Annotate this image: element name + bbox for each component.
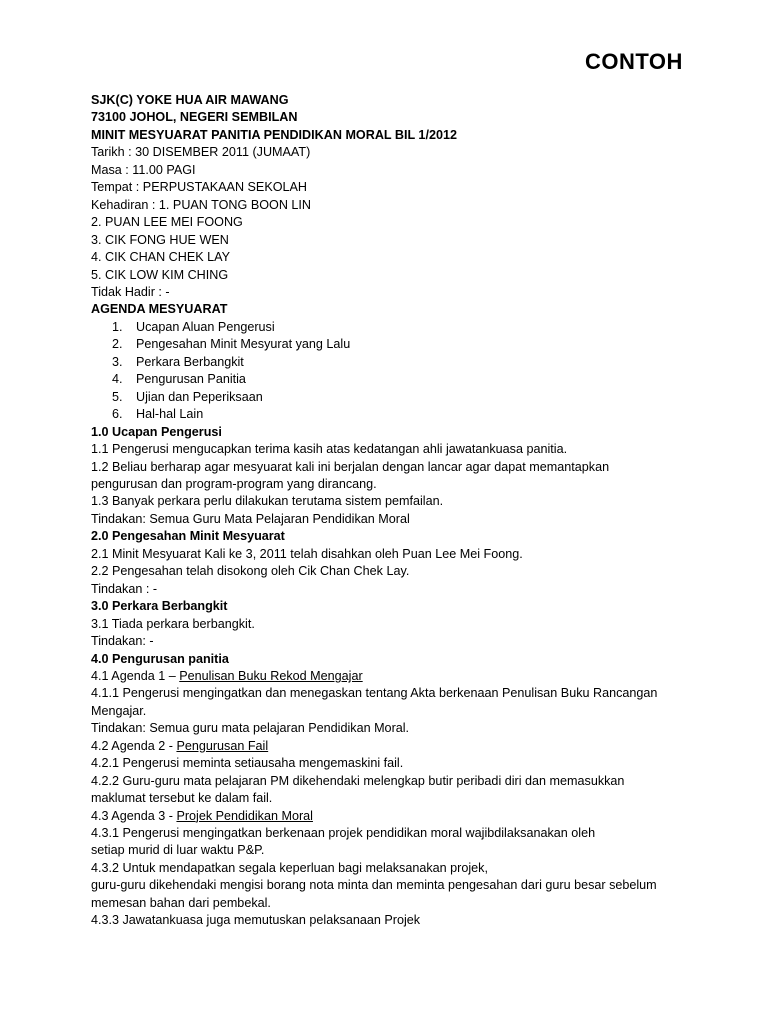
- paragraph-4-3-1-cont: setiap murid di luar waktu P&P.: [91, 843, 265, 858]
- school-name: SJK(C) YOKE HUA AIR MAWANG: [91, 93, 289, 107]
- section-heading-4: 4.0 Pengurusan panitia: [91, 651, 229, 666]
- paragraph-4-2-1: 4.2.1 Pengerusi meminta setiausaha mengemaskini fail.: [91, 756, 404, 771]
- paragraph-4-2-2-cont: maklumat tersebut ke dalam fail.: [91, 791, 273, 806]
- agenda-item: [91, 406, 691, 423]
- agenda-2-title: Pengurusan Fail: [176, 738, 269, 753]
- agenda-item: [91, 354, 691, 371]
- agenda-1-prefix: 4.1 Agenda 1 –: [91, 668, 180, 683]
- paragraph-4-3-1: 4.3.1 Pengerusi mengingatkan berkenaan projek pendidikan moral wajibdilaksanakan oleh: [91, 826, 596, 841]
- agenda-item-number: 2.: [112, 337, 123, 352]
- agenda-list: [91, 319, 691, 424]
- section-heading-2: 2.0 Pengesahan Minit Mesyuarat: [91, 529, 285, 544]
- paragraph-3-1: 3.1 Tiada perkara berbangkit.: [91, 616, 255, 631]
- action-3: Tindakan: -: [91, 634, 154, 649]
- meeting-venue: Tempat : PERPUSTAKAAN SEKOLAH: [91, 180, 308, 195]
- paragraph-1-3: 1.3 Banyak perkara perlu dilakukan terutama sistem pemfailan.: [91, 494, 444, 509]
- meeting-date: Tarikh : 30 DISEMBER 2011 (JUMAAT): [91, 145, 311, 160]
- agenda-2-prefix: 4.2 Agenda 2 -: [91, 738, 177, 753]
- agenda-item: [91, 319, 691, 336]
- action-1: Tindakan: Semua Guru Mata Pelajaran Pendidikan Moral: [91, 511, 410, 526]
- paragraph-1-1: 1.1 Pengerusi mengucapkan terima kasih atas kedatangan ahli jawatankuasa panitia.: [91, 442, 568, 457]
- agenda-3-prefix: 4.3 Agenda 3 -: [91, 808, 177, 823]
- agenda-item-text: Ujian dan Peperiksaan: [136, 389, 263, 404]
- meeting-time: Masa : 11.00 PAGI: [91, 162, 196, 177]
- minutes-body: [91, 92, 691, 930]
- action-2: Tindakan : -: [91, 581, 158, 596]
- agenda-1-title: Penulisan Buku Rekod Mengajar: [179, 668, 363, 683]
- contoh-label: CONTOH: [585, 49, 683, 74]
- attendee-item: 3. CIK FONG HUE WEN: [91, 232, 229, 247]
- attendee-item: 5. CIK LOW KIM CHING: [91, 267, 229, 282]
- agenda-item: [91, 336, 691, 353]
- agenda-heading: AGENDA MESYUARAT: [91, 302, 228, 317]
- paragraph-4-3-3: 4.3.3 Jawatankuasa juga memutuskan pelaksanaan Projek: [91, 913, 421, 928]
- paragraph-4-3-2: 4.3.2 Untuk mendapatkan segala keperluan bagi melaksanakan projek,: [91, 860, 488, 875]
- agenda-3-heading: [91, 808, 691, 825]
- agenda-2-heading: [91, 738, 691, 755]
- action-4-1: Tindakan: Semua guru mata pelajaran Pendidikan Moral.: [91, 721, 410, 736]
- agenda-item-number: 6.: [112, 407, 123, 422]
- agenda-item-text: Perkara Berbangkit: [136, 354, 244, 369]
- agenda-item-number: 5.: [112, 389, 123, 404]
- agenda-item-number: 3.: [112, 354, 123, 369]
- minutes-title: MINIT MESYUARAT PANITIA PENDIDIKAN MORAL BIL 1/2012: [91, 127, 457, 142]
- paragraph-1-2: 1.2 Beliau berharap agar mesyuarat kali ini berjalan dengan lancar agar dapat memantapkan: [91, 459, 610, 474]
- paragraph-2-1: 2.1 Minit Mesyuarat Kali ke 3, 2011 telah disahkan oleh Puan Lee Mei Foong.: [91, 546, 523, 561]
- attendance: Kehadiran : 1. PUAN TONG BOON LIN: [91, 197, 312, 212]
- agenda-item-text: Pengurusan Panitia: [136, 372, 246, 387]
- section-heading-3: 3.0 Perkara Berbangkit: [91, 599, 228, 614]
- paragraph-4-1-1: 4.1.1 Pengerusi mengingatkan dan menegaskan tentang Akta berkenaan Penulisan Buku Rancangan: [91, 686, 658, 701]
- agenda-item-text: Hal-hal Lain: [136, 407, 204, 422]
- paragraph-1-2-cont: pengurusan dan program-program yang dirancang.: [91, 476, 377, 491]
- paragraph-4-3-2-cont: guru-guru dikehendaki mengisi borang nota minta dan meminta pengesahan dari guru besar sebelum: [91, 878, 657, 893]
- agenda-1-heading: [91, 668, 691, 685]
- agenda-item-text: Pengesahan Minit Mesyurat yang Lalu: [136, 337, 351, 352]
- paragraph-4-3-2-cont2: memesan bahan dari pembekal.: [91, 895, 271, 910]
- agenda-item: [91, 371, 691, 388]
- paragraph-2-2: 2.2 Pengesahan telah disokong oleh Cik Chan Chek Lay.: [91, 564, 410, 579]
- agenda-item-text: Ucapan Aluan Pengerusi: [136, 319, 275, 334]
- agenda-item: [91, 389, 691, 406]
- agenda-3-title: Projek Pendidikan Moral: [176, 808, 313, 823]
- attendee-item: 2. PUAN LEE MEI FOONG: [91, 215, 243, 230]
- attendee-item: 4. CIK CHAN CHEK LAY: [91, 250, 231, 265]
- school-address: 73100 JOHOL, NEGERI SEMBILAN: [91, 110, 298, 125]
- paragraph-4-1-1-cont: Mengajar.: [91, 703, 147, 718]
- agenda-item-number: 1.: [112, 319, 123, 334]
- agenda-item-number: 4.: [112, 372, 123, 387]
- paragraph-4-2-2: 4.2.2 Guru-guru mata pelajaran PM dikehendaki melengkap butir peribadi diri dan memasukkan: [91, 773, 625, 788]
- absent-list: Tidak Hadir : -: [91, 284, 170, 299]
- section-heading-1: 1.0 Ucapan Pengerusi: [91, 424, 222, 439]
